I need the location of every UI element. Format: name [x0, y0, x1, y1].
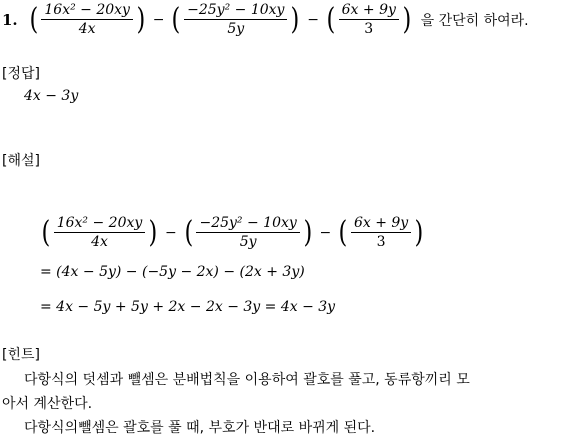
fraction-2-denominator: 5y	[239, 234, 257, 250]
fraction-1-denominator: 4x	[91, 234, 108, 250]
right-paren: )	[290, 1, 300, 37]
hint-line-2: 아서 계산한다.	[2, 396, 93, 412]
left-paren: (	[41, 214, 51, 250]
right-paren: )	[402, 1, 412, 37]
fraction-term-2	[184, 2, 287, 37]
fraction-2-numerator: −25y² − 10xy	[196, 215, 299, 233]
fraction-2-denominator: 5y	[227, 21, 245, 37]
minus-sign: −	[165, 224, 177, 241]
minus-sign: −	[152, 11, 165, 28]
hint-line-1: 다항식의 덧셈과 뺄셈은 분배법칙을 이용하여 괄호를 풀고, 동류항끼리 모	[24, 372, 470, 388]
question-number: 1.	[2, 10, 18, 29]
solution-label: [해설]	[2, 153, 40, 169]
minus-sign: −	[307, 11, 319, 28]
fraction-term-2	[196, 215, 299, 250]
right-paren: )	[148, 214, 158, 250]
left-paren: (	[338, 214, 348, 250]
left-paren: (	[171, 1, 181, 37]
question-line	[2, 2, 529, 37]
fraction-3-numerator: 6x + 9y	[351, 215, 411, 233]
left-paren: (	[184, 214, 194, 250]
right-paren: )	[414, 214, 424, 250]
fraction-2-numerator: −25y² − 10xy	[184, 2, 287, 20]
fraction-term-1	[54, 215, 146, 250]
fraction-term-1	[41, 2, 133, 37]
answer-label: [정답]	[2, 66, 40, 82]
hint-label: [힌트]	[2, 347, 40, 363]
fraction-term-3	[351, 215, 411, 250]
left-paren: (	[29, 1, 38, 37]
hint-line-3: 다항식의뺄셈은 괄호를 풀 때, 부호가 반대로 바뀌게 된다.	[24, 420, 376, 436]
right-paren: )	[136, 1, 146, 37]
left-paren: (	[326, 1, 336, 37]
fraction-1-numerator: 16x² − 20xy	[41, 2, 133, 20]
fraction-3-denominator: 3	[364, 21, 374, 37]
solution-step-2: = 4x − 5y + 5y + 2x − 2x − 3y = 4x − 3y	[40, 299, 336, 315]
fraction-term-3	[339, 2, 399, 37]
answer-value: 4x − 3y	[24, 88, 79, 104]
fraction-1-denominator: 4x	[78, 21, 96, 37]
question-instruction: 을 간단히 하여라.	[420, 12, 529, 29]
right-paren: )	[303, 214, 313, 250]
fraction-3-numerator: 6x + 9y	[339, 2, 399, 20]
solution-expression	[40, 215, 425, 250]
minus-sign: −	[319, 224, 332, 241]
solution-step-1: = (4x − 5y) − (−5y − 2x) − (2x + 3y)	[40, 264, 305, 280]
fraction-3-denominator: 3	[376, 234, 386, 250]
fraction-1-numerator: 16x² − 20xy	[54, 215, 146, 233]
